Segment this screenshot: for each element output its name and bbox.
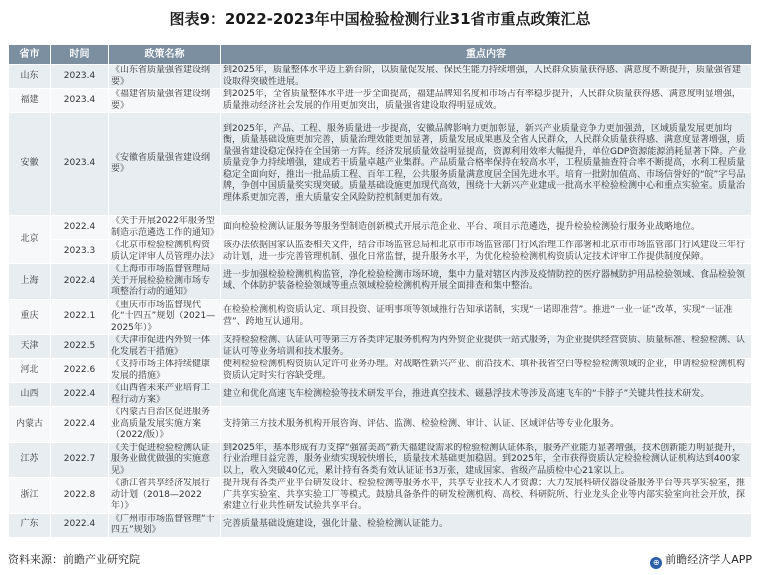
time-cell: 2022.5 (51, 335, 109, 359)
province-cell: 安徽 (9, 113, 51, 216)
policy-name-cell: 《福建省质量强省建设纲要》 (109, 89, 221, 113)
table-row (9, 240, 752, 264)
table-row (9, 113, 752, 216)
time-cell: 2023.4 (51, 65, 109, 89)
policy-name-cell: 《内蒙古自治区促进服务业高质量发展实施方案（2022/版）》 (109, 407, 221, 443)
time-cell: 2022.4 (51, 264, 109, 300)
policy-name-cell: 《关于促进检验检测认证服务业做优做强的实施意见》 (109, 442, 221, 478)
header-key-content: 重点内容 (221, 45, 752, 65)
province-cell: 浙江 (9, 478, 51, 514)
key-content-cell: 支持第三方技术服务机构开展咨询、评估、监测、检验检测、审计、认证、区域评估等专业化服务。 (221, 407, 752, 443)
time-cell: 2022.4 (51, 216, 109, 240)
table-row (9, 478, 752, 514)
table-header-row (9, 45, 752, 65)
province-cell: 广东 (9, 513, 51, 537)
province-cell: 北京 (9, 216, 51, 264)
qianzhan-logo-icon: ⊕ (650, 557, 662, 569)
brand-text: 前瞻经济学人APP (665, 553, 752, 566)
key-content-cell: 到2025年，产品、工程、服务质量进一步提高，安徽品牌影响力更加彰显，新兴产业质量竞争力更加强劲，区域质量发展更加均衡，质量基础设施更加完善，质量治理效能更加显著，质量发展成果惠及全省人民群众，人民群众质量获得感、满意度显著增强，质量强省建设稳定保持在全国第一方阵。经济发展质量效益明显提高，资源利用效率大幅提升，单位GDP资源能源消耗显著下降。产业质量竞争力持续增强，建成若干质量卓越产业集群。产品质量合格率保持在较高水平，工程质量抽查符合率不断提高，水利工程质量稳定全面向好，推出一批品质工程、百年工程，公共服务质量满意度居全国先进水平。培育一批附加值高、市场信誉好的“皖”字号品牌，争创中国质量奖实现突破。质量基础设施更加现代高效，围绕十大新兴产业建成一批高水平检验检测中心和重点实验室。质量治理体系更加完善，重大质量安全风险防控机制更加有效。 (221, 113, 752, 216)
policy-name-cell: 《上海市市场监督管理局关于开展检验检测市场专项整治行动的通知》 (109, 264, 221, 300)
key-content-cell: 提升现有各类产业平台研发设计、检验检测等服务水平，共享专业技术人才资源；大力发展科研仪器设备服务平台等共享实验室，推广共享实验室、共享实验工厂等模式。鼓励具备条件的研发检测机构、高校、科研院所、行业龙头企业等内部实验室向社会开放，探索建立行业共性研发试验共享平台。 (221, 478, 752, 514)
policy-name-cell: 《关于开展2022年服务型制造示范遴选工作的通知》 (109, 216, 221, 240)
key-content-cell: 进一步加强检验检测机构监管，净化检验检测市场环境，集中力量对辖区内涉及疫情防控的医疗器械防护用品检验领域、食品检验领域、个体防护装备检验领域等重点领域检验检测机构开展全面排查和集中整治。 (221, 264, 752, 300)
time-cell: 2022.7 (51, 442, 109, 478)
header-province: 省市 (9, 45, 51, 65)
footer (0, 550, 760, 570)
province-cell: 福建 (9, 89, 51, 113)
key-content-cell: 完善质量基础设施建设，强化计量、检验检测认证能力。 (221, 513, 752, 537)
key-content-cell: 在检验检测机构资质认定、项目投资、证明事项等领域推行告知承诺制，实现“一诺即准营”。推进“一业一证”改革，实现“一证准营”、跨地互认通用。 (221, 299, 752, 335)
policy-name-cell: 《北京市检验检测机构资质认定评审人员管理办法》 (109, 240, 221, 264)
table-row (9, 383, 752, 407)
header-policy-name: 政策名称 (109, 45, 221, 65)
province-cell: 天津 (9, 335, 51, 359)
time-cell: 2022.4 (51, 513, 109, 537)
table-row (9, 407, 752, 443)
time-cell: 2022.4 (51, 383, 109, 407)
table-row (9, 65, 752, 89)
policy-name-cell: 《支持市场主体持续健康发展的措施》 (109, 359, 221, 383)
table-row (9, 299, 752, 335)
table-row (9, 89, 752, 113)
time-cell: 2022.1 (51, 299, 109, 335)
time-cell: 2022.8 (51, 478, 109, 514)
province-cell: 重庆 (9, 299, 51, 335)
table-row (9, 513, 752, 537)
key-content-cell: 便利检验检测机构资质认定许可业务办理。对战略性新兴产业、前沿技术、填补我省空白等检验检测领域的企业，申请检验检测机构资质认定时实行容缺受理。 (221, 359, 752, 383)
time-cell: 2023.3 (51, 240, 109, 264)
key-content-cell: 面向检验检测认证服务等服务型制造创新模式开展示范企业、平台、项目示范遴选，提升检验检测验行服务业战略地位。 (221, 216, 752, 240)
policy-name-cell: 《重庆市市场监督现代化“十四五”规划（2021—2025年）》 (109, 299, 221, 335)
province-cell: 山西 (9, 383, 51, 407)
brand (650, 550, 752, 570)
province-cell: 内蒙古 (9, 407, 51, 443)
policy-name-cell: 《山东省质量强省建设纲要》 (109, 65, 221, 89)
policy-name-cell: 《天津市促进内外贸一体化发展若干措施》 (109, 335, 221, 359)
table-row (9, 216, 752, 240)
province-cell: 江苏 (9, 442, 51, 478)
key-content-cell: 该办法依据国家认监委相关文件，结合市场监管总局和北京市市场监管部门行风治理工作部署和北京市市场监管部门行风建设三年行动计划，进一步完善管理机制、强化日常监督，提升服务水平，为优化检验检测机构资质认定技术评审工作提供制度保障。 (221, 240, 752, 264)
policy-name-cell: 《山西省未来产业培育工程行动方案》 (109, 383, 221, 407)
time-cell: 2022.6 (51, 359, 109, 383)
time-cell: 2022.4 (51, 407, 109, 443)
table-row (9, 442, 752, 478)
key-content-cell: 建立和优化高速飞车检测检验等技术研发平台，推进真空技术、磁悬浮技术等涉及高速飞车的“卡脖子”关键共性技术研发。 (221, 383, 752, 407)
table-row (9, 335, 752, 359)
header-time: 时间 (51, 45, 109, 65)
province-cell: 河北 (9, 359, 51, 383)
chart-title: 图表9：2022-2023年中国检验检测行业31省市重点政策汇总 (169, 10, 591, 28)
source-note: 资料来源：前瞻产业研究院 (8, 553, 140, 566)
key-content-cell: 支持检验检测、认证认可等第三方各类评定服务机构为内外贸企业提供一站式服务，为企业提供经营资质、质量标准、检验检测、认证认可等业务培训和技术服务。 (221, 335, 752, 359)
policy-name-cell: 《安徽省质量强省建设纲要》 (109, 113, 221, 216)
key-content-cell: 到2025年，全省质量整体水平进一步全面提高，福建品牌知名度和市场占有率稳步提升，人民群众质量获得感、满意度明显增强，质量推动经济社会发展的作用更加突出，质量强省建设取得明显成效。 (221, 89, 752, 113)
policy-table (8, 44, 752, 538)
table-row (9, 264, 752, 300)
policy-name-cell: 《浙江省共享经济发展行动计划（2018—2022年）》 (109, 478, 221, 514)
time-cell: 2023.4 (51, 113, 109, 216)
table-row (9, 359, 752, 383)
province-cell: 山东 (9, 65, 51, 89)
time-cell: 2023.4 (51, 89, 109, 113)
province-cell: 上海 (9, 264, 51, 300)
policy-name-cell: 《广州市市场监督管理“十四五”规划》 (109, 513, 221, 537)
key-content-cell: 到2025年，质量整体水平迈上新台阶，以质量促发展、保民生能力持续增强，人民群众质量获得感、满意度不断提升，质量强省建设取得突破性进展。 (221, 65, 752, 89)
key-content-cell: 到2025年，基本形成有力支撑“强富美高”新天福建设需求的检验检测认证体系，服务产业能力显著增强，技术创新能力明显提升，行业治理日益完善，服务业绩实现较快增长，质量技术基础更加稳固。到2025年，全市获得资质认定检验检测认证机构达到400家以上，收入突破40亿元，累计持有各类有效认证证书3万张，建成国家、省级产品质检中心21家以上。 (221, 442, 752, 478)
